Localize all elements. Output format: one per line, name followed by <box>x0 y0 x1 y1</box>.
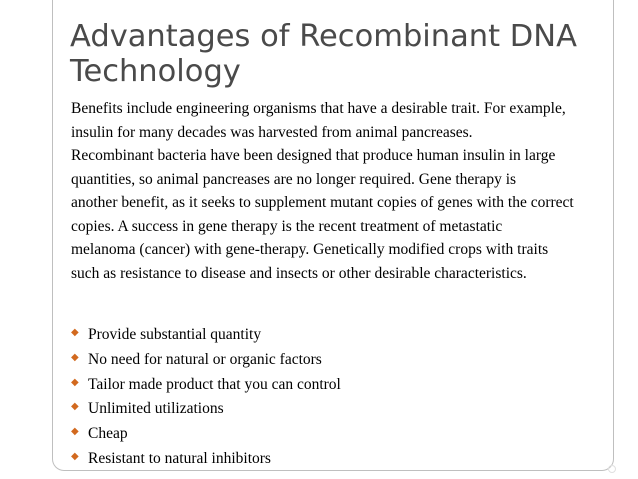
paragraph-line: melanoma (cancer) with gene-therapy. Genetically modified crops with traits <box>71 241 549 258</box>
list-item <box>71 422 341 447</box>
diamond-bullet-icon: ◆ <box>71 451 79 463</box>
bullet-text: Cheap <box>88 425 128 443</box>
list-item <box>71 397 341 422</box>
diamond-bullet-icon: ◆ <box>71 426 79 438</box>
paragraph-line: Benefits include engineering organisms that have a desirable trait. For example, <box>71 100 566 117</box>
bullet-text: Unlimited utilizations <box>88 400 224 418</box>
slide-body-paragraph <box>71 97 611 285</box>
paragraph-line: such as resistance to disease and insects or other desirable characteristics. <box>71 264 527 282</box>
diamond-bullet-icon: ◆ <box>71 401 79 413</box>
slide-title: Advantages of Recombinant DNA Technology <box>70 19 577 89</box>
diamond-bullet-icon: ◆ <box>71 376 79 388</box>
list-item <box>71 373 341 398</box>
page-indicator-dot <box>608 465 616 473</box>
bullet-text: Provide substantial quantity <box>88 326 262 343</box>
diamond-bullet-icon: ◆ <box>71 351 79 363</box>
diamond-bullet-icon: ◆ <box>71 327 79 339</box>
bullet-text: Resistant to natural inhibitors <box>88 449 271 467</box>
list-item <box>71 323 341 348</box>
bullet-text: Tailor made product that you can control <box>88 375 341 393</box>
paragraph-line: another benefit, as it seeks to supplement mutant copies of genes with the correct <box>71 194 574 211</box>
paragraph-line: insulin for many decades was harvested from animal pancreases. <box>71 123 473 141</box>
bullet-list <box>71 323 341 472</box>
bullet-text: No need for natural or organic factors <box>88 350 322 368</box>
paragraph-line: Recombinant bacteria have been designed that produce human insulin in large <box>71 147 556 164</box>
paragraph-line: copies. A success in gene therapy is the recent treatment of metastatic <box>71 217 503 235</box>
paragraph-line: quantities, so animal pancreases are no longer required. Gene therapy is <box>71 170 517 188</box>
list-item <box>71 447 341 472</box>
list-item <box>71 348 341 373</box>
